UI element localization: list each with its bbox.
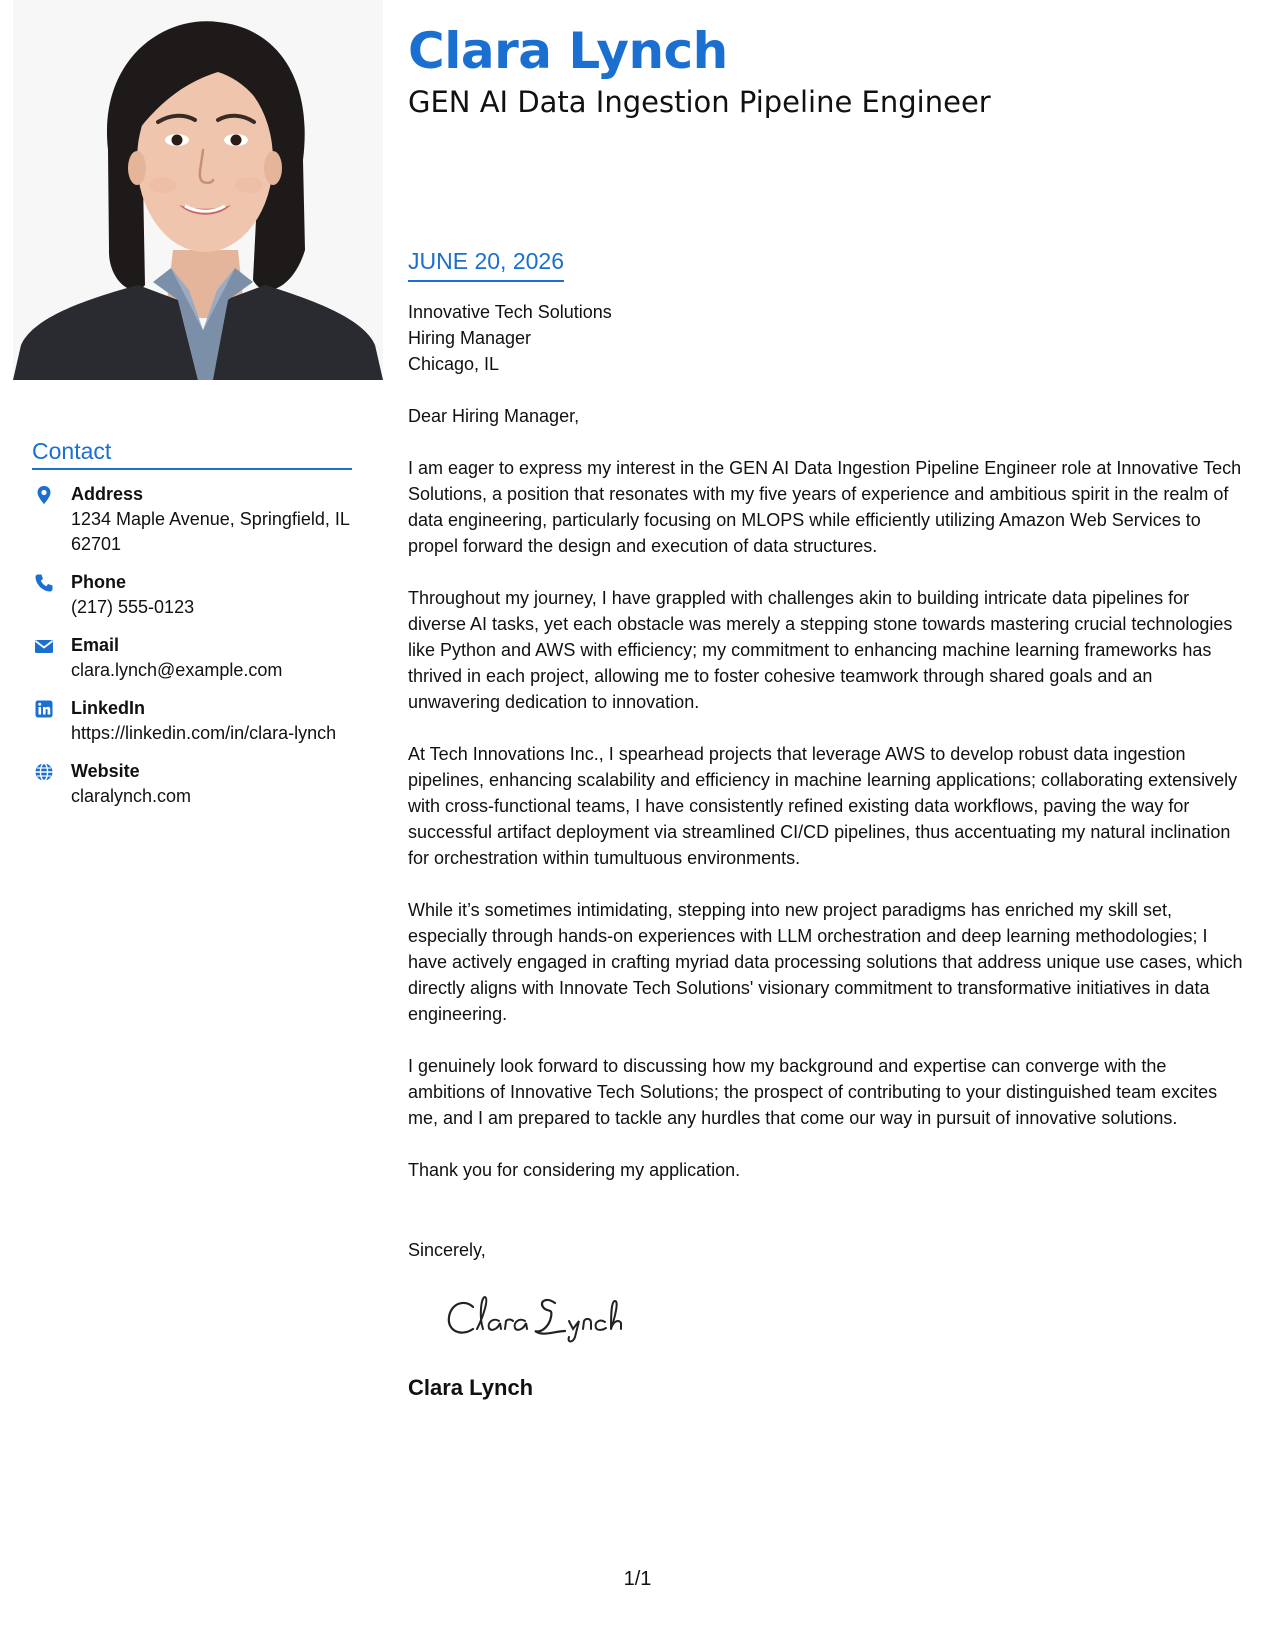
contact-phone bbox=[32, 570, 352, 620]
handwritten-signature bbox=[443, 1287, 643, 1347]
letter-paragraph: Throughout my journey, I have grappled with challenges akin to building intricate data pipelines for diverse AI tasks, yet each obstacle was merely a stepping stone towards mastering crucial technologies like Python and AWS with efficiency; my commitment to enhancing machine learning frameworks has thrived in each project, allowing me to foster cohesive teamwork through shared goals and an unwavering dedication to innovation. bbox=[408, 588, 1233, 712]
recipient-block bbox=[408, 299, 1248, 377]
contact-website bbox=[32, 759, 352, 809]
email-value[interactable]: clara.lynch@example.com bbox=[71, 660, 283, 680]
phone-value: (217) 555-0123 bbox=[71, 597, 195, 617]
website-value[interactable]: claralynch.com bbox=[71, 786, 192, 806]
letter-paragraph: At Tech Innovations Inc., I spearhead projects that leverage AWS to develop robust data ingestion pipelines, enhancing scalability and efficiency in machine learning applications; collaborating extensively with cross-functional teams, I have consistently refined existing data workflows, paving the way for successful artifact deployment via streamlined CI/CD pipelines, thus accentuating my natural inclination for orchestration within tumultuous environments. bbox=[408, 744, 1238, 868]
closing: Sincerely, bbox=[408, 1240, 486, 1260]
signed-name: Clara Lynch bbox=[408, 1375, 534, 1400]
letter-paragraph: I am eager to express my interest in the GEN AI Data Ingestion Pipeline Engineer role at Innovative Tech Solutions, a position that resonates with my five years of experience and ambitious spirit in the realm of data engineering, particularly focusing on MLOPS while efficiently utilizing Amazon Web Services to propel forward the design and execution of data structures. bbox=[408, 458, 1242, 556]
address-label: Address bbox=[71, 484, 144, 504]
linkedin-value[interactable]: https://linkedin.com/in/clara-lynch bbox=[71, 723, 337, 743]
recipient-location: Chicago, IL bbox=[408, 354, 500, 374]
salutation: Dear Hiring Manager, bbox=[408, 406, 580, 426]
letter-body bbox=[408, 246, 1248, 1403]
contact-heading: Contact bbox=[32, 436, 352, 470]
recipient-company: Innovative Tech Solutions bbox=[408, 302, 612, 322]
website-label: Website bbox=[71, 761, 140, 781]
linkedin-label: LinkedIn bbox=[71, 698, 146, 718]
map-pin-icon bbox=[34, 485, 54, 505]
portrait-photo bbox=[13, 0, 383, 380]
contact-sidebar bbox=[32, 436, 352, 822]
email-label: Email bbox=[71, 635, 120, 655]
letter-paragraph: Thank you for considering my application. bbox=[408, 1160, 741, 1180]
letter-paragraph: While it’s sometimes intimidating, stepping into new project paradigms has enriched my skill set, especially through hands-on experiences with LLM orchestration and deep learning methodologies; I have actively engaged in crafting myriad data processing solutions that address unique use cases, which directly aligns with Innovate Tech Solutions' visionary commitment to transformative initiatives in data engineering. bbox=[408, 900, 1243, 1024]
contact-linkedin bbox=[32, 696, 352, 746]
contact-email bbox=[32, 633, 352, 683]
envelope-icon bbox=[34, 636, 54, 656]
profile-photo bbox=[13, 0, 383, 380]
page-number: 1/1 bbox=[623, 1568, 652, 1590]
phone-icon bbox=[34, 573, 54, 593]
globe-icon bbox=[34, 762, 54, 782]
contact-address bbox=[32, 482, 352, 557]
candidate-name: Clara Lynch bbox=[408, 22, 728, 80]
address-value: 1234 Maple Avenue, Springfield, IL 62701 bbox=[71, 509, 350, 554]
letter-date: JUNE 20, 2026 bbox=[408, 246, 564, 282]
letter-paragraph: I genuinely look forward to discussing how my background and expertise can converge with the ambitions of Innovative Tech Solutions; the prospect of contributing to your distinguished team excites me, and I am prepared to tackle any hurdles that come our way in pursuit of innovative solutions. bbox=[408, 1056, 1218, 1128]
recipient-title: Hiring Manager bbox=[408, 328, 532, 348]
linkedin-icon bbox=[34, 699, 54, 719]
job-title: GEN AI Data Ingestion Pipeline Engineer bbox=[408, 85, 991, 119]
phone-label: Phone bbox=[71, 572, 127, 592]
